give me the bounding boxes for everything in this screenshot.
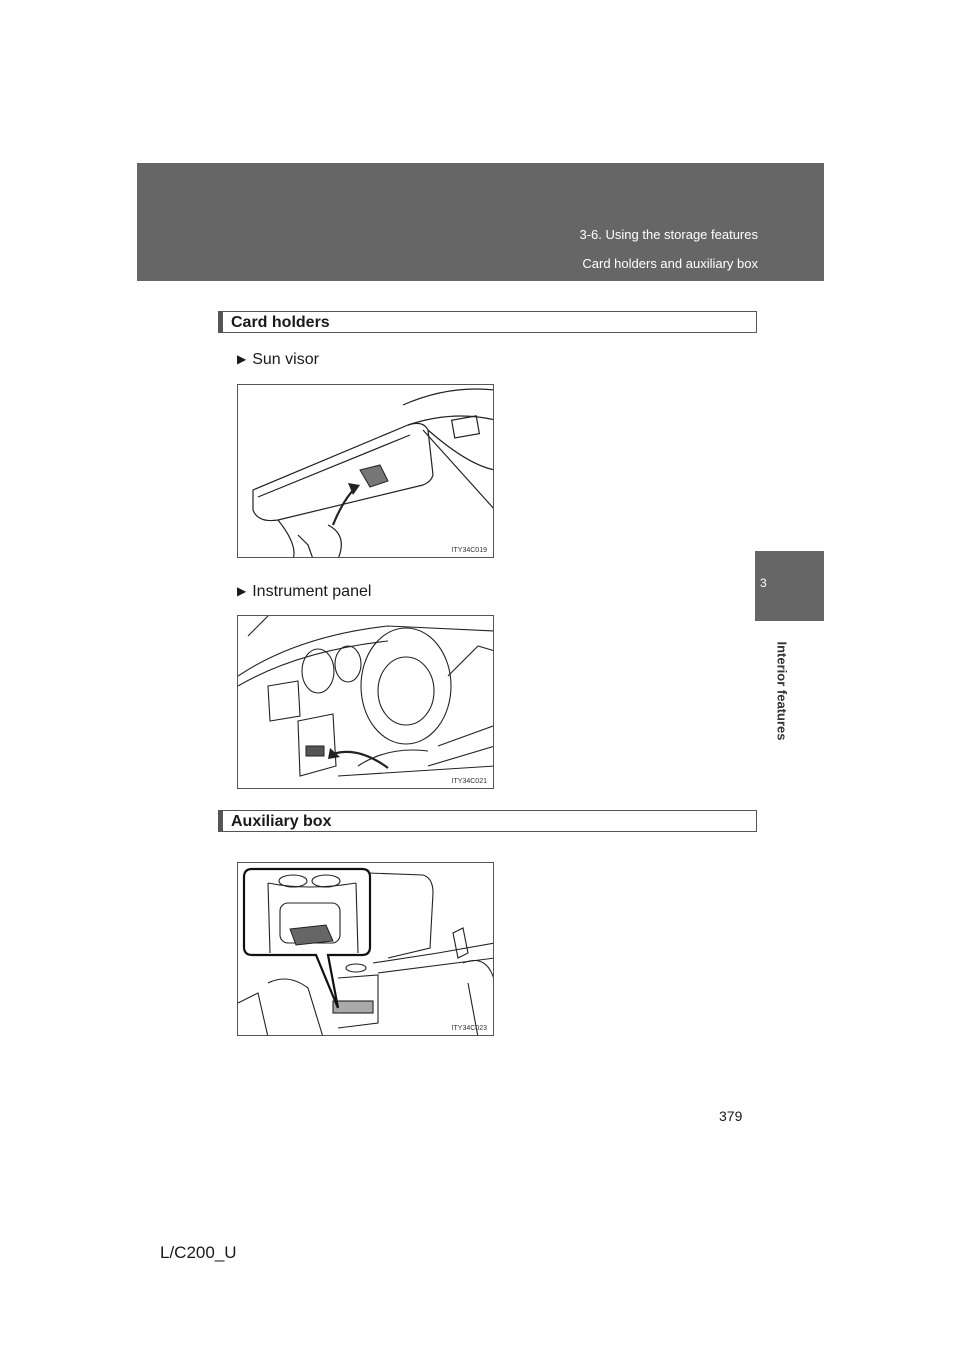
figure-auxiliary-box — [237, 862, 494, 1036]
bullet-sun-visor — [237, 351, 319, 369]
section-heading-card-holders — [218, 311, 757, 333]
model-code: L/C200_U — [160, 1243, 237, 1262]
section-heading-auxiliary-box — [218, 810, 757, 832]
figure-code: ITY34C023 — [451, 1025, 487, 1032]
auxiliary-box-illustration — [238, 863, 494, 1036]
bullet-label: Sun visor — [252, 351, 319, 368]
bullet-label: Instrument panel — [252, 583, 372, 600]
subsection-title: Card holders and auxiliary box — [582, 256, 758, 271]
figure-code: ITY34C021 — [451, 778, 487, 785]
figure-code: ITY34C019 — [451, 547, 487, 554]
chapter-label-text: Interior features — [774, 641, 790, 741]
page-number: 379 — [719, 1108, 743, 1124]
heading-text: Auxiliary box — [231, 813, 332, 830]
chapter-label — [770, 636, 794, 746]
bullet-instrument-panel — [237, 583, 371, 601]
header-band — [137, 163, 824, 281]
figure-sun-visor — [237, 384, 494, 558]
heading-bar — [219, 811, 223, 831]
triangle-right-icon: ▶ — [237, 352, 247, 366]
triangle-right-icon: ▶ — [237, 584, 247, 598]
chapter-number: 3 — [760, 576, 767, 590]
sun-visor-illustration — [238, 385, 494, 558]
heading-text: Card holders — [231, 314, 330, 331]
figure-instrument-panel — [237, 615, 494, 789]
section-title: 3-6. Using the storage features — [579, 227, 758, 242]
heading-bar — [219, 312, 223, 332]
instrument-panel-illustration — [238, 616, 494, 789]
